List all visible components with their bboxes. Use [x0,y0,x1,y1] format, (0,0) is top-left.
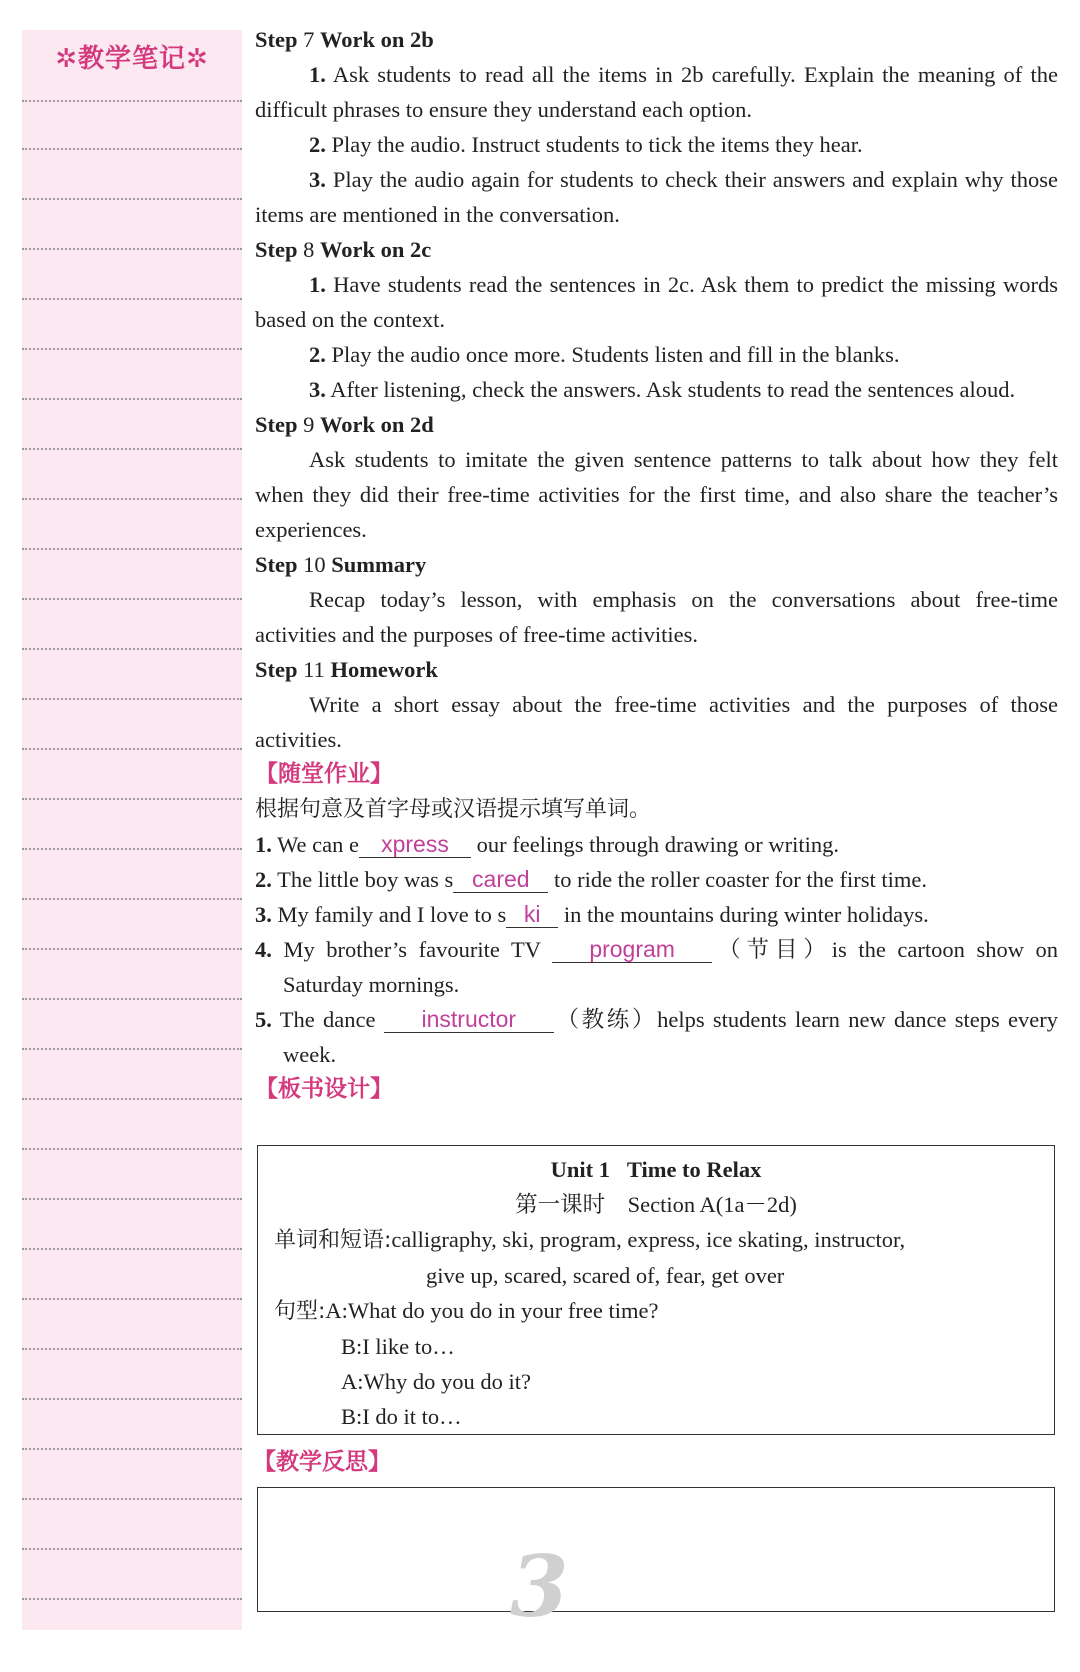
note-line [22,1148,242,1150]
note-line [22,398,242,400]
step-item: 1. Ask students to read all the items in 2b carefully. Explain the meaning of the difficult phrases to ensure they understand each option. [255,62,1058,122]
note-line [22,798,242,800]
step-heading: Step 8 Work on 2c [255,237,432,262]
step-item: 2. Play the audio. Instruct students to tick the items they hear. [309,132,863,157]
note-line [22,498,242,500]
page-number: 3 [510,1537,569,1636]
board-pattern: 句型:A:What do you do in your free time? [274,1298,659,1324]
note-line [22,848,242,850]
note-line [22,1248,242,1250]
step-heading: Step 10 Summary [255,552,427,577]
board-vocab: 单词和短语:calligraphy, ski, program, express, ice skating, instructor, [274,1227,906,1253]
exercise-item: 4. My brother’s favourite TV program （节目）is the cartoon show on Saturday mornings. [255,936,1059,997]
step-heading: Step 9 Work on 2d [255,412,434,437]
note-line [22,1548,242,1550]
exercise-item: 1. We can e xpress our feelings through drawing or writing. [255,831,840,857]
note-line [22,1598,242,1600]
note-line [22,948,242,950]
step-item: 3. Play the audio again for students to check their answers and explain why those items are mentioned in the conversation. [255,167,1059,227]
note-line [22,598,242,600]
step-paragraph: Write a short essay about the free-time activities and the purposes of those activities. [255,692,1058,752]
board-vocab-cont: give up, scared, scared of, fear, get over [426,1263,785,1288]
note-line [22,298,242,300]
note-line [22,100,242,102]
answer-blank[interactable]: ki [506,901,558,928]
note-line [22,148,242,150]
board-pattern-line: B:I do it to… [341,1404,462,1429]
answer-blank[interactable]: program [552,936,712,963]
step-paragraph: Recap today’s lesson, with emphasis on the conversations about free-time activities and the purposes of free-time activities. [255,587,1058,647]
note-line [22,998,242,1000]
notes-title: ✲教学笔记✲ [55,44,209,74]
board-heading: 【板书设计】 [255,1076,393,1102]
note-line [22,1398,242,1400]
step-item: 3. After listening, check the answers. Ask students to read the sentences aloud. [309,377,1016,402]
note-line [22,898,242,900]
note-line [22,1298,242,1300]
note-line [22,1048,242,1050]
note-line [22,748,242,750]
reflection-heading: 【教学反思】 [253,1449,391,1475]
classwork-instruction: 根据句意及首字母或汉语提示填写单词。 [255,797,652,822]
board-pattern-line: A:Why do you do it? [341,1369,531,1394]
answer-blank[interactable]: cared [453,866,548,893]
note-line [22,548,242,550]
note-line [22,1348,242,1350]
note-line [22,348,242,350]
note-line [22,1448,242,1450]
note-line [22,1198,242,1200]
board-section: 第一课时 Section A(1a－2d) [515,1192,797,1217]
note-line [22,1098,242,1100]
step-item: 2. Play the audio once more. Students listen and fill in the blanks. [309,342,900,367]
answer-blank[interactable]: xpress [359,831,471,858]
note-line [22,248,242,250]
exercise-item: 3. My family and I love to s ki in the mountains during winter holidays. [255,901,929,927]
note-line [22,648,242,650]
board-design-box [257,1145,1055,1435]
step-heading: Step 11 Homework [255,657,438,682]
note-line [22,698,242,700]
note-line [22,1498,242,1500]
step-paragraph: Ask students to imitate the given sentence patterns to talk about how they felt when they did their free-time activities for the first time, and also share the teacher’s experiences. [255,447,1058,542]
answer-blank[interactable]: instructor [384,1006,554,1033]
step-heading: Step 7 Work on 2b [255,27,434,52]
exercise-item: 5. The dance instructor （教练）helps students learn new dance steps every week. [255,1006,1058,1067]
classwork-heading: 【随堂作业】 [255,761,393,787]
reflection-box[interactable] [257,1487,1055,1612]
exercise-item: 2. The little boy was s cared to ride the roller coaster for the first time. [255,866,927,892]
board-pattern-line: B:I like to… [341,1334,455,1359]
board-unit-title: Unit 1 Time to Relax [550,1157,762,1182]
note-line [22,198,242,200]
lesson-steps [255,22,1058,1107]
note-line [22,448,242,450]
notes-sidebar [22,30,242,1630]
step-item: 1. Have students read the sentences in 2c. Ask them to predict the missing words based on the context. [255,272,1058,332]
